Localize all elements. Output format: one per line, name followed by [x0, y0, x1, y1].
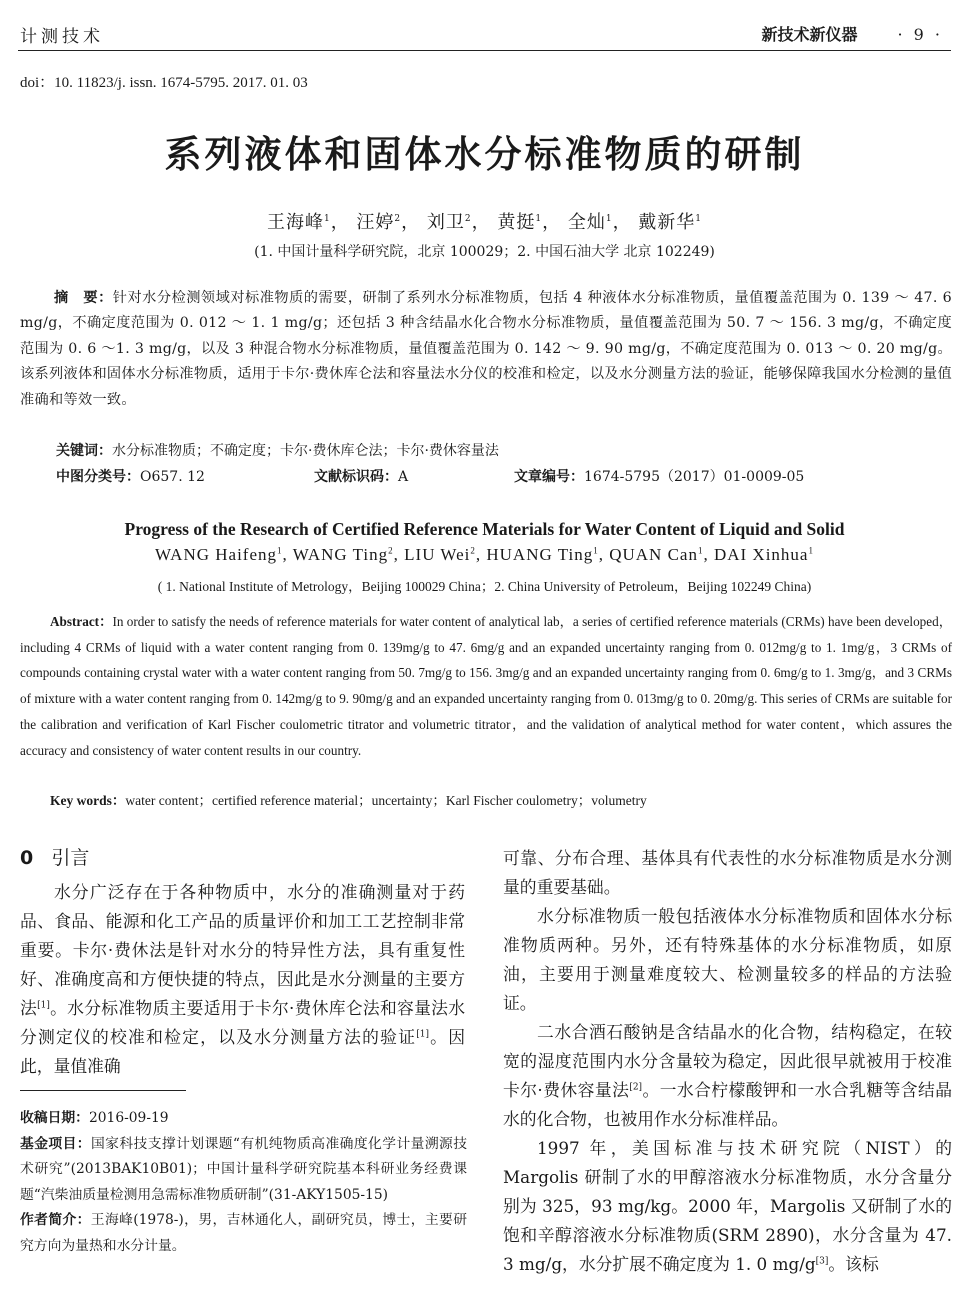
text-run: 水分广泛存在于各种物质中，水分的准确测量对于药品、食品、能源和化工产品的质量评价和加工工艺控制非常重要。卡尔·费休法是针对水分的特异性方法，具有重复性好、准确度高和方便快捷的特点，因此是水分测量的主要方法	[20, 882, 465, 1018]
art-value: 1674-5795（2017）01-0009-05	[584, 469, 805, 485]
author-affil-mark: 1	[695, 214, 703, 224]
paper-title-zh: 系列液体和固体水分标准物质的研制	[164, 133, 805, 176]
paragraph	[503, 1018, 952, 1134]
running-header-journal: 计测技术	[20, 27, 104, 47]
author-en: HUANG Ting	[486, 545, 594, 564]
keywords-en-text: water content；certified reference material；uncertainty；Karl Fischer coulometry；volumetry	[125, 793, 647, 808]
footnote-label: 收稿日期：	[20, 1110, 89, 1126]
running-header-right	[761, 22, 943, 45]
author-affil-mark: 2	[388, 545, 394, 556]
paragraph	[503, 1134, 952, 1279]
citation-ref[interactable]: [3]	[815, 1256, 829, 1267]
footnote-label: 基金项目：	[20, 1135, 91, 1152]
author-zh: 戴新华	[638, 212, 696, 233]
art-label: 文章编号：	[514, 469, 584, 485]
keywords-zh-text: 水分标准物质；不确定度；卡尔·费休库仑法；卡尔·费休容量法	[112, 443, 499, 459]
footnote-author	[20, 1208, 467, 1259]
keywords-en-label: Key words：	[50, 793, 126, 808]
article-number	[514, 466, 804, 486]
section-heading	[20, 843, 89, 870]
paragraph: 可靠、分布合理、基体具有代表性的水分标准物质是水分测量的重要基础。	[503, 848, 952, 897]
author-en: LIU Wei	[404, 545, 471, 564]
keywords-zh	[56, 440, 499, 460]
footnotes	[20, 1106, 467, 1259]
affiliation-zh: (1. 中国计量科学研究院，北京 100029；2. 中国石油大学 北京 102249)	[254, 244, 715, 260]
abstract-en-label: Abstract：	[50, 614, 113, 629]
page-number: · 9 ·	[897, 25, 943, 44]
author-en: WANG Haifeng	[155, 545, 277, 564]
paragraph	[20, 878, 465, 1081]
author-affil-mark: 2	[394, 214, 402, 224]
footnote-text: 国家科技支撑计划课题“有机纯物质高准确度化学计量溯源技术研究”(2013BAK10B01)；中国计量科学研究院基本科研业务经费课题“汽柴油质量检测用急需标准物质研制”(31-AKY1505-15)	[20, 1135, 468, 1203]
author-affil-mark: 1	[593, 545, 599, 556]
clc-value: O657. 12	[140, 469, 205, 485]
author-zh: 汪婷	[356, 212, 395, 233]
authors-zh: 王海峰$^1$， 汪婷$^2$， 刘卫$^2$， 黄挺$^1$， 全灿$^1$， 戴新华$^1$	[266, 212, 703, 233]
section-title: 引言	[51, 847, 90, 869]
author-affil-mark: 1	[277, 545, 283, 556]
running-header-section: 新技术新仪器	[761, 25, 858, 44]
author-zh: 全灿	[567, 212, 606, 233]
text-run: 二水合酒石酸钠是含结晶水的化合物，结构稳定，在较宽的湿度范围内水分含量较为稳定，因此很早就被用于校准卡尔·费休容量法	[503, 1022, 952, 1100]
body-column-right	[503, 844, 952, 1279]
abstract-zh-text: 针对水分检测领域对标准物质的需要，研制了系列水分标准物质，包括 4 种液体水分标准物质，量值覆盖范围为 0. 139 ～ 47. 6 mg/g，不确定度范围为 0. 012 ～ 1. 1 mg/g；还包括 3 种含结晶水化合物水分标准物质，量值覆盖范围为 50. 7 ～ 156. 3 mg/g，不确定度范围为 0. 6 ～1. 3 mg/g，以及 3 种混合物水分标准物质，量值覆盖范围为 0. 142 ～ 9. 90 mg/g，不确定度范围为 0. 013 ～ 0. 20 mg/g。该系列液体和固体水分标准物质，适用于卡尔·费休库仑法和容量法水分仪的校准和检定，以及水分测量方法的验证，能够保障我国水分检测的量值准确和等效一致。	[20, 290, 953, 408]
paragraph: 水分标准物质一般包括液体水分标准物质和固体水分标准物质两种。另外，还有特殊基体的水分标准物质，如原油，主要用于测量难度较大、检测量较多的样品的方法验证。	[503, 906, 952, 1013]
author-zh: 王海峰	[266, 212, 324, 233]
authors-en: WANG Haifeng$^1$, WANG Ting$^2$, LIU Wei$^2$, HUANG Ting$^1$, QUAN Can$^1$, DAI Xinhua$^1$	[155, 545, 814, 564]
affiliation-en: ( 1. National Institute of Metrology，Beijing 100029 China；2. China University of Petroleum，Beijing 102249 China)	[157, 579, 812, 594]
author-affil-mark: 1	[697, 545, 704, 556]
text-run: 。该标	[828, 1254, 879, 1274]
footnote-rule	[20, 1090, 186, 1091]
citation-ref[interactable]: [1]	[37, 1000, 50, 1011]
author-zh: 黄挺	[497, 212, 536, 233]
author-affil-mark: 1	[323, 214, 331, 224]
author-affil-mark: 2	[464, 214, 472, 224]
citation-ref[interactable]: [2]	[629, 1082, 643, 1093]
header-rule	[18, 50, 951, 51]
author-affil-mark: 1	[535, 214, 543, 224]
abstract-en	[20, 609, 952, 763]
doi[interactable]: doi：10. 11823/j. issn. 1674-5795. 2017. 01. 03	[20, 75, 308, 91]
abstract-en-text: In order to satisfy the needs of reference materials for water content of analytical lab，a series of certified reference materials (CRMs) have been developed，including 4 CRMs of liquid with a water content ranging from 0. 139mg/g to 47. 6mg/g and an expanded uncertainty ranging from 0. 012mg/g to 1. 1mg/g，3 CRMs of compounds containing crystal water with a water content ranging from 50. 7mg/g to 156. 3mg/g and an expanded uncertainty ranging from 0. 6mg/g to 1. 3mg/g，and 3 CRMs of mixture with a water content ranging from 0. 142mg/g to 9. 90mg/g and an expanded uncertainty ranging from 0. 013mg/g to 0. 20mg/g. This series of CRMs are suitable for the calibration and verification of Karl Fischer coulometric titrator and volumetric titrator，and the validation of analytical method for water content，which assures the accuracy and consistency of water content results in our country.	[20, 614, 952, 758]
doc-value: A	[398, 469, 409, 485]
author-affil-mark: 1	[605, 214, 613, 224]
author-en: WANG Ting	[292, 545, 389, 564]
section-number: 0	[20, 847, 34, 869]
doc-label: 文献标识码：	[314, 469, 398, 485]
author-affil-mark: 2	[470, 545, 476, 556]
footnote-text: 2016-09-19	[88, 1110, 169, 1126]
citation-ref[interactable]: [1]	[416, 1029, 429, 1040]
text-run: 。因此，量值准确	[20, 1027, 465, 1076]
footnote-fund	[20, 1132, 467, 1209]
abstract-zh-label: 摘 要：	[54, 290, 113, 306]
text-run: 。水分标准物质主要适用于卡尔·费休库仑法和容量法水分测定仪的校准和检定，以及水分测量方法的验证	[20, 998, 465, 1047]
abstract-zh	[20, 286, 952, 413]
keywords-en	[50, 789, 647, 809]
text-run: 。一水合柠檬酸钾和一水合乳糖等含结晶水的化合物，也被用作水分标准样品。	[503, 1080, 952, 1129]
footnote-text: 王海峰(1978-)，男，吉林通化人，副研究员，博士，主要研究方向为量热和水分计量。	[20, 1212, 467, 1254]
footnote-received	[20, 1106, 467, 1132]
author-affil-mark: 1	[808, 545, 814, 556]
text-run: 1997 年，美国标准与技术研究院（NIST）的 Margolis 研制了水的甲醇溶液水分标准物质，水分含量分别为 325，93 mg/kg。2000 年，Margolis 又研制了水的饱和辛醇溶液水分标准物质(SRM 2890)，水分含量为 47. 3 mg/g，水分扩展不确定度为 1. 0 mg/g	[503, 1138, 952, 1274]
keywords-zh-label: 关键词：	[56, 443, 112, 459]
author-en: DAI Xinhua	[713, 545, 809, 564]
author-en: QUAN Can	[609, 545, 698, 564]
paper-title-en: Progress of the Research of Certified Reference Materials for Water Content of Liquid and Solid	[124, 519, 845, 539]
footnote-label: 作者简介：	[20, 1212, 91, 1228]
clc-label: 中图分类号：	[56, 469, 140, 485]
document-code	[314, 466, 408, 486]
clc-number	[56, 466, 205, 486]
body-column-left	[20, 878, 465, 1081]
author-zh: 刘卫	[426, 212, 465, 233]
